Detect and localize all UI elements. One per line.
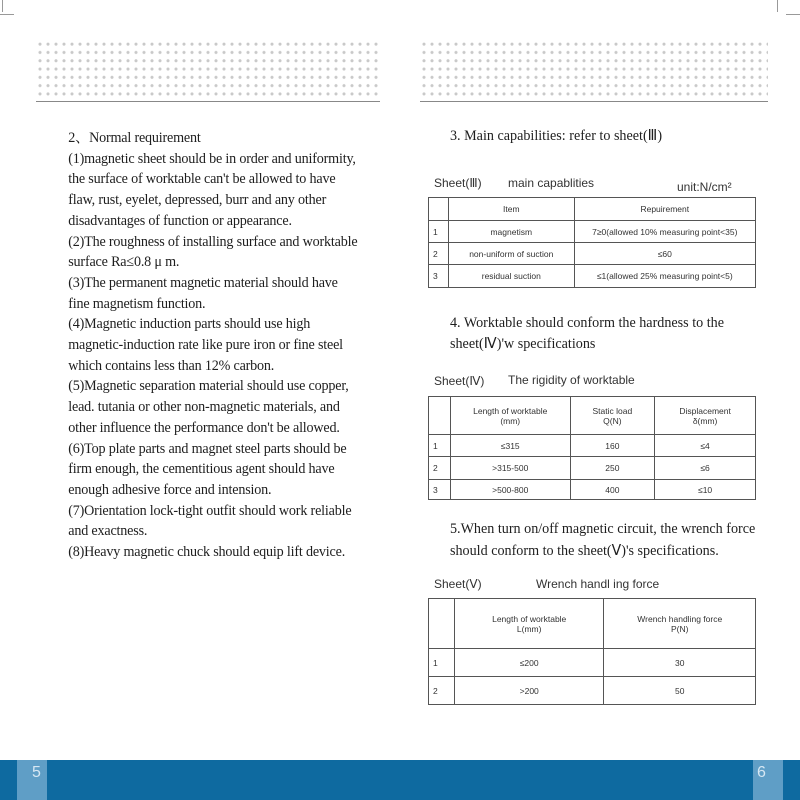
sheet3-label: Sheet(Ⅲ): [434, 176, 482, 190]
section-heading: 2、Normal requirement: [68, 129, 201, 146]
normal-requirement-text: [45, 128, 361, 563]
paragraph: (8)Heavy magnetic chuck should equip lift device.: [68, 543, 346, 561]
table-row: [429, 480, 756, 500]
table-cell: magnetism: [448, 221, 574, 243]
paragraph: (2)The roughness of installing surface and worktable surface Ra≤0.8 μ m.: [68, 232, 358, 271]
table-row: [429, 649, 756, 677]
table-cell: ≤1(allowed 25% measuring point<5): [574, 265, 755, 288]
crop-mark: [786, 14, 800, 15]
section5-heading-line2: should conform to the sheet(Ⅴ)'s specifications.: [450, 542, 719, 559]
table-cell: ≤4: [655, 435, 756, 457]
header-cell: [429, 198, 449, 221]
crop-mark: [2, 0, 3, 12]
section4-heading-line1: 4. Worktable should conform the hardness to the: [450, 314, 724, 331]
header-rule: [420, 101, 768, 102]
table-cell: non-uniform of suction: [448, 243, 574, 265]
paragraph: (6)Top plate parts and magnet steel parts should be firm enough, the cementitious agent should have enough adhesive force and intension.: [68, 439, 347, 498]
table-row: [429, 265, 756, 288]
table-cell: ≤6: [655, 457, 756, 480]
page-number-left: 5: [32, 764, 41, 781]
table-cell: >315-500: [450, 457, 570, 480]
table-cell: 400: [570, 480, 655, 500]
table-row: [429, 457, 756, 480]
header-rule: [36, 101, 380, 102]
footer-bar: [0, 760, 800, 800]
sheet3-table: [428, 197, 756, 288]
sheet5-label: Sheet(Ⅴ): [434, 577, 482, 591]
row-number: 3: [429, 265, 449, 288]
header-cell: Wrench handling force P(N): [604, 599, 756, 649]
header-cell: Static load Q(N): [570, 397, 655, 435]
table-row: [429, 677, 756, 705]
crop-mark: [0, 14, 14, 15]
header-cell: Length of worktable L(mm): [454, 599, 604, 649]
paragraph: (1)magnetic sheet should be in order and uniformity, the surface of worktable can't be allowed to have flaw, rust, eyelet, depressed, burr and any other disadvantages of function or appearance.: [68, 149, 356, 229]
paragraph: (5)Magnetic separation material should use copper, lead. tutania or other non-magnetic materials, and other influence the performance don't be allowed.: [68, 377, 349, 436]
row-number: 2: [429, 677, 455, 705]
dot-pattern-header: [420, 40, 768, 98]
paragraph: (3)The permanent magnetic material should have fine magnetism function.: [68, 273, 338, 312]
header-cell: Repuirement: [574, 198, 755, 221]
header-cell: [429, 397, 451, 435]
table-cell: ≤200: [454, 649, 604, 677]
sheet5-title: Wrench handl ing force: [536, 577, 660, 591]
table-cell: ≤10: [655, 480, 756, 500]
sheet4-title: The rigidity of worktable: [508, 373, 635, 387]
header-cell: Item: [448, 198, 574, 221]
table-cell: ≤315: [450, 435, 570, 457]
table-cell: 7≥0(allowed 10% measuring point<35): [574, 221, 755, 243]
sheet4-label: Sheet(Ⅳ): [434, 374, 485, 388]
table-row: [429, 435, 756, 457]
table-header-row: [429, 599, 756, 649]
table-row: [429, 221, 756, 243]
table-row: [429, 243, 756, 265]
table-header-row: [429, 198, 756, 221]
page-number-right: 6: [757, 764, 766, 781]
section5-heading-line1: 5.When turn on/off magnetic circuit, the wrench force: [450, 520, 756, 537]
header-cell: [429, 599, 455, 649]
paragraph: (7)Orientation lock-tight outfit should work reliable and exactness.: [68, 501, 352, 540]
section3-heading: 3. Main capabilities: refer to sheet(Ⅲ): [450, 127, 663, 144]
paragraph: (4)Magnetic induction parts should use high magnetic-induction rate like pure iron or fine steel which contains less than 12% carbon.: [68, 315, 343, 374]
table-cell: >200: [454, 677, 604, 705]
table-cell: 160: [570, 435, 655, 457]
dot-pattern-header: [36, 40, 380, 98]
row-number: 2: [429, 457, 451, 480]
left-page: [0, 0, 400, 760]
table-cell: 30: [604, 649, 756, 677]
table-cell: residual suction: [448, 265, 574, 288]
right-page: [400, 0, 800, 760]
row-number: 1: [429, 435, 451, 457]
header-cell: Displacement δ(mm): [655, 397, 756, 435]
row-number: 2: [429, 243, 449, 265]
sheet3-unit: unit:N/cm²: [677, 180, 732, 194]
table-cell: >500-800: [450, 480, 570, 500]
table-header-row: [429, 397, 756, 435]
table-cell: ≤60: [574, 243, 755, 265]
table-cell: 250: [570, 457, 655, 480]
row-number: 1: [429, 221, 449, 243]
sheet4-table: [428, 396, 756, 500]
row-number: 1: [429, 649, 455, 677]
table-cell: 50: [604, 677, 756, 705]
sheet3-title: main capablities: [508, 176, 595, 190]
crop-mark: [777, 0, 778, 12]
section4-heading-line2: sheet(Ⅳ)'w specifications: [450, 335, 596, 352]
sheet5-table: [428, 598, 756, 705]
row-number: 3: [429, 480, 451, 500]
header-cell: Length of worktable (mm): [450, 397, 570, 435]
